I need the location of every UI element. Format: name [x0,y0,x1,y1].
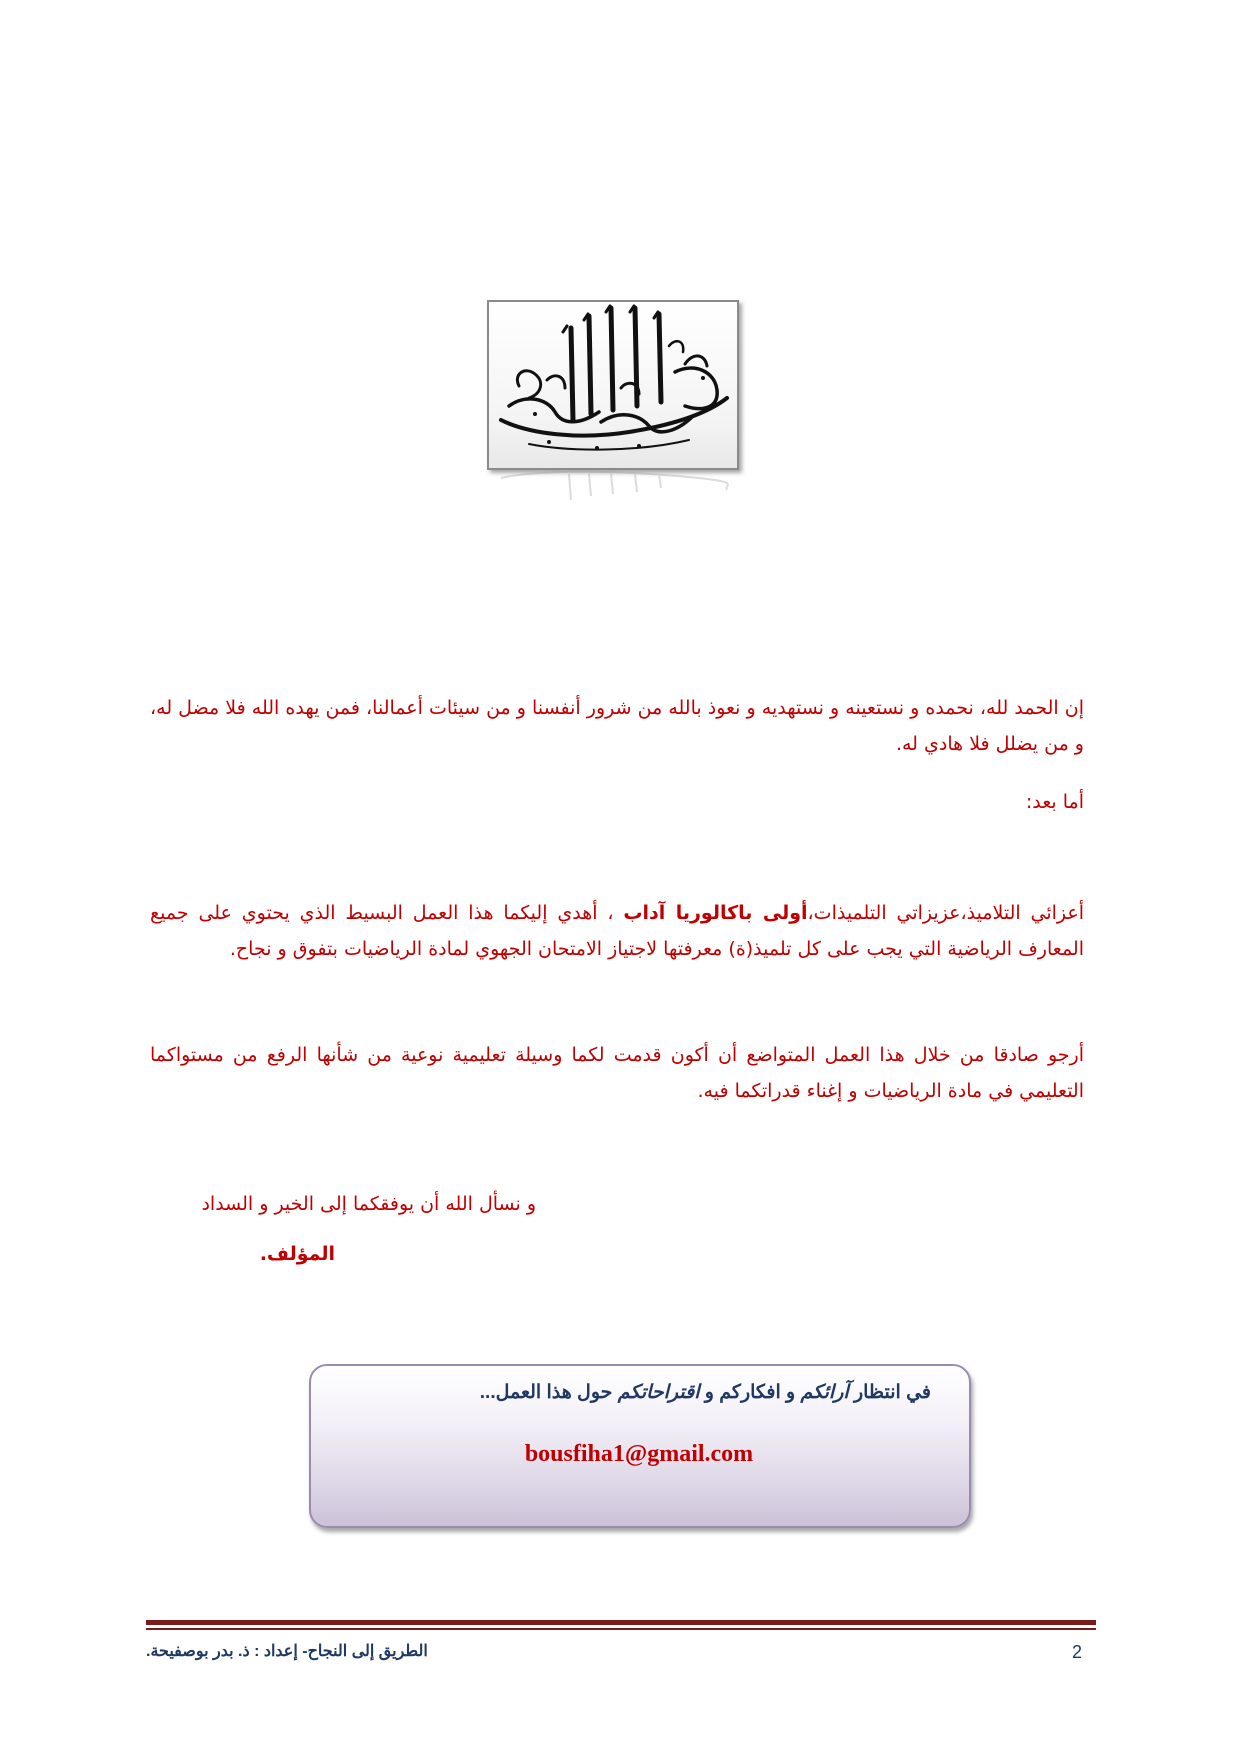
footer-title: الطريق إلى النجاح- إعداد : ذ. بدر بوصفيحة. [146,1643,428,1660]
reflection-icon [487,470,739,510]
author-signature: المؤلف. [259,1243,335,1265]
paragraph-opening-praise: إن الحمد لله، نحمده و نستعينه و نستهديه و نعوذ بالله من شرور أنفسنا و من سيئات أعمالنا، فمن يهده الله فلا مضل له، و من يضلل فلا هادي له. [150,697,1084,755]
feedback-text-opinions: آرائكم [800,1382,849,1403]
basmala-calligraphy-icon [489,302,737,468]
feedback-invitation-text [309,1373,931,1413]
paragraph-amma-baad: أما بعد: [1025,791,1084,813]
dedication-level-bold: أولى باكالوريا آداب [623,902,808,924]
feedback-text-suggestions: اقتراحاتكم [617,1382,700,1403]
emblem-reflection [487,470,739,510]
feedback-text-part1: في انتظار [848,1382,931,1403]
closing-prayer: و نسأل الله أن يوفقكما إلى الخير و السداد [201,1193,536,1215]
paragraph-hope: أرجو صادقا من خلال هذا العمل المتواضع أن أكون قدمت لكما وسيلة تعليمية نوعية من شأنها الرفع من مستواكما التعليمي في مادة الرياضيات و إغناء قدراتكما فيه. [150,1044,1084,1102]
emblem-frame [487,300,739,470]
page-number: 2 [1072,1642,1083,1662]
dedication-text-start: أعزائي التلاميذ،عزيزاتي التلميذات، [807,902,1085,924]
feedback-text-part2: و افكاركم و [699,1382,801,1403]
basmala-calligraphy-image [487,300,739,470]
feedback-text-part3: حول هذا العمل... [479,1382,618,1403]
dedication-text-end: ، أهدي إليكما هذا العمل البسيط الذي يحتوي على جميع المعارف الرياضية التي يجب على كل تلميذ(ة) معرفتها لاجتياز الامتحان الجهوي لمادة الرياضيات بتفوق و نجاح. [150,902,1084,960]
paragraph-dedication [150,895,1084,967]
contact-email[interactable]: bousfiha1@gmail.com [524,1441,754,1467]
footer-rule-thick [146,1620,1096,1625]
footer-rule-thin [146,1628,1096,1630]
